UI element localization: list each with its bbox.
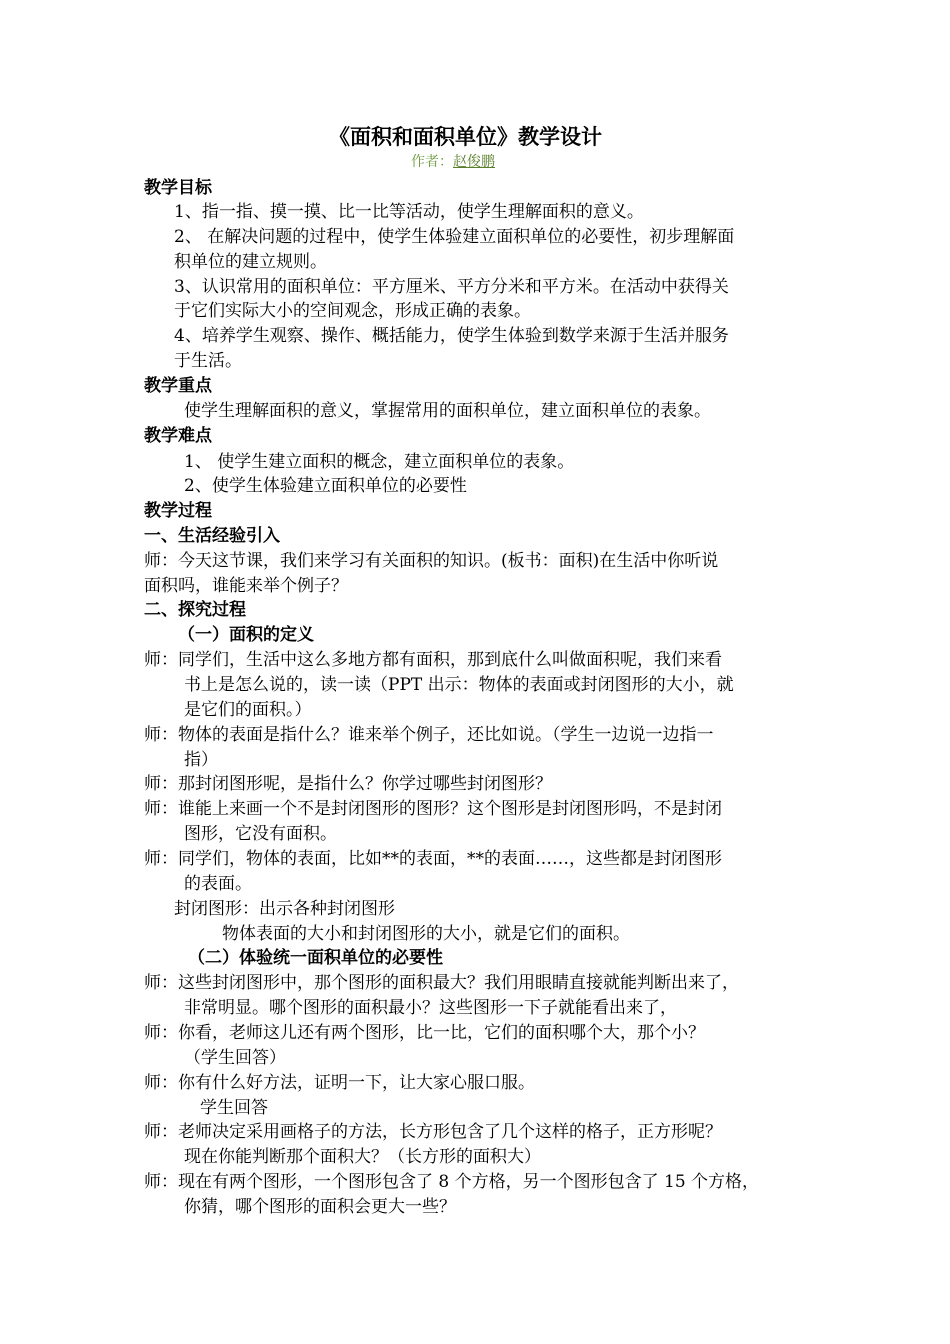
q-3: 师：你有什么好方法，证明一下，让大家心服口服。	[144, 1073, 535, 1093]
author-label: 作者：	[411, 154, 453, 170]
difficulty-2: 2、使学生体验建立面积单位的必要性	[184, 476, 467, 496]
goal-3-line-2: 于它们实际大小的空间观念，形成正确的表象。	[174, 301, 531, 321]
q-1-line-1: 师：这些封闭图形中，那个图形的面积最大？我们用眼睛直接就能判断出来了，	[144, 973, 739, 993]
q-4: 学生回答	[200, 1098, 268, 1118]
section-2-heading: 二、探究过程	[144, 600, 246, 620]
goal-1: 1、指一指、摸一摸、比一比等活动，使学生理解面积的意义。	[174, 202, 644, 222]
q-5-line-2: 现在你能判断那个面积大？（长方形的面积大）	[184, 1147, 541, 1167]
para-1-line-2: 书上是怎么说的，读一读（PPT 出示：物体的表面或封闭图形的大小，就	[184, 675, 734, 695]
goal-4-line-2: 于生活。	[174, 351, 242, 371]
q-6-line-1: 师：现在有两个图形，一个图形包含了 8 个方格，另一个图形包含了 15 个方格，	[144, 1172, 760, 1192]
goal-3-line-1: 3、认识常用的面积单位：平方厘米、平方分米和平方米。在活动中获得关	[174, 277, 729, 297]
section-1-para-line-2: 面积吗，谁能来举个例子？	[144, 576, 348, 596]
q-2-line-2: （学生回答）	[184, 1048, 286, 1068]
section-1-heading: 一、生活经验引入	[144, 526, 280, 546]
q-5-line-1: 师：老师决定采用画格子的方法，长方形包含了几个这样的格子，正方形呢？	[144, 1122, 722, 1142]
document-title: 《面积和面积单位》教学设计	[329, 124, 602, 149]
section-1-para-line-1: 师：今天这节课，我们来学习有关面积的知识。(板书：面积)在生活中你听说	[144, 551, 719, 571]
q-2-line-1: 师：你看，老师这儿还有两个图形，比一比，它们的面积哪个大，那个小？	[144, 1023, 705, 1043]
key-points-text: 使学生理解面积的意义，掌握常用的面积单位，建立面积单位的表象。	[184, 401, 711, 421]
goal-4-line-1: 4、培养学生观察、操作、概括能力，使学生体验到数学来源于生活并服务	[174, 326, 729, 346]
para-2-line-1: 师：物体的表面是指什么？谁来举个例子，还比如说。（学生一边说一边指一	[144, 725, 714, 745]
q-6-line-2: 你猜，哪个图形的面积会更大一些？	[184, 1197, 456, 1217]
goal-2-line-2: 积单位的建立规则。	[174, 252, 327, 272]
para-3: 师：那封闭图形呢，是指什么？你学过哪些封闭图形？	[144, 774, 552, 794]
author-name[interactable]: 赵俊鹏	[453, 154, 495, 170]
subsection-2-heading: （二）体验统一面积单位的必要性	[188, 948, 443, 968]
para-5-line-1: 师：同学们，物体的表面，比如**的表面，**的表面……，这些都是封闭图形	[144, 849, 722, 869]
para-4-line-2: 图形，它没有面积。	[184, 824, 337, 844]
author-line	[411, 152, 495, 172]
para-2-line-2: 指）	[184, 750, 218, 770]
heading-goals: 教学目标	[144, 178, 212, 198]
heading-difficulties: 教学难点	[144, 426, 212, 446]
para-4-line-1: 师：谁能上来画一个不是封闭图形的图形？这个图形是封闭图形吗，不是封闭	[144, 799, 722, 819]
para-5-line-2: 的表面。	[184, 874, 252, 894]
subsection-1-heading: （一）面积的定义	[178, 625, 314, 645]
para-1-line-3: 是它们的面积。）	[184, 700, 312, 720]
heading-key-points: 教学重点	[144, 376, 212, 396]
difficulty-1: 1、 使学生建立面积的概念，建立面积单位的表象。	[184, 452, 575, 472]
para-7: 物体表面的大小和封闭图形的大小，就是它们的面积。	[222, 924, 630, 944]
q-1-line-2: 非常明显。哪个图形的面积最小？这些图形一下子就能看出来了，	[184, 998, 677, 1018]
para-6: 封闭图形：出示各种封闭图形	[174, 899, 395, 919]
para-1-line-1: 师：同学们，生活中这么多地方都有面积，那到底什么叫做面积呢，我们来看	[144, 650, 722, 670]
goal-2-line-1: 2、 在解决问题的过程中，使学生体验建立面积单位的必要性，初步理解面	[174, 227, 735, 247]
heading-process: 教学过程	[144, 501, 212, 521]
